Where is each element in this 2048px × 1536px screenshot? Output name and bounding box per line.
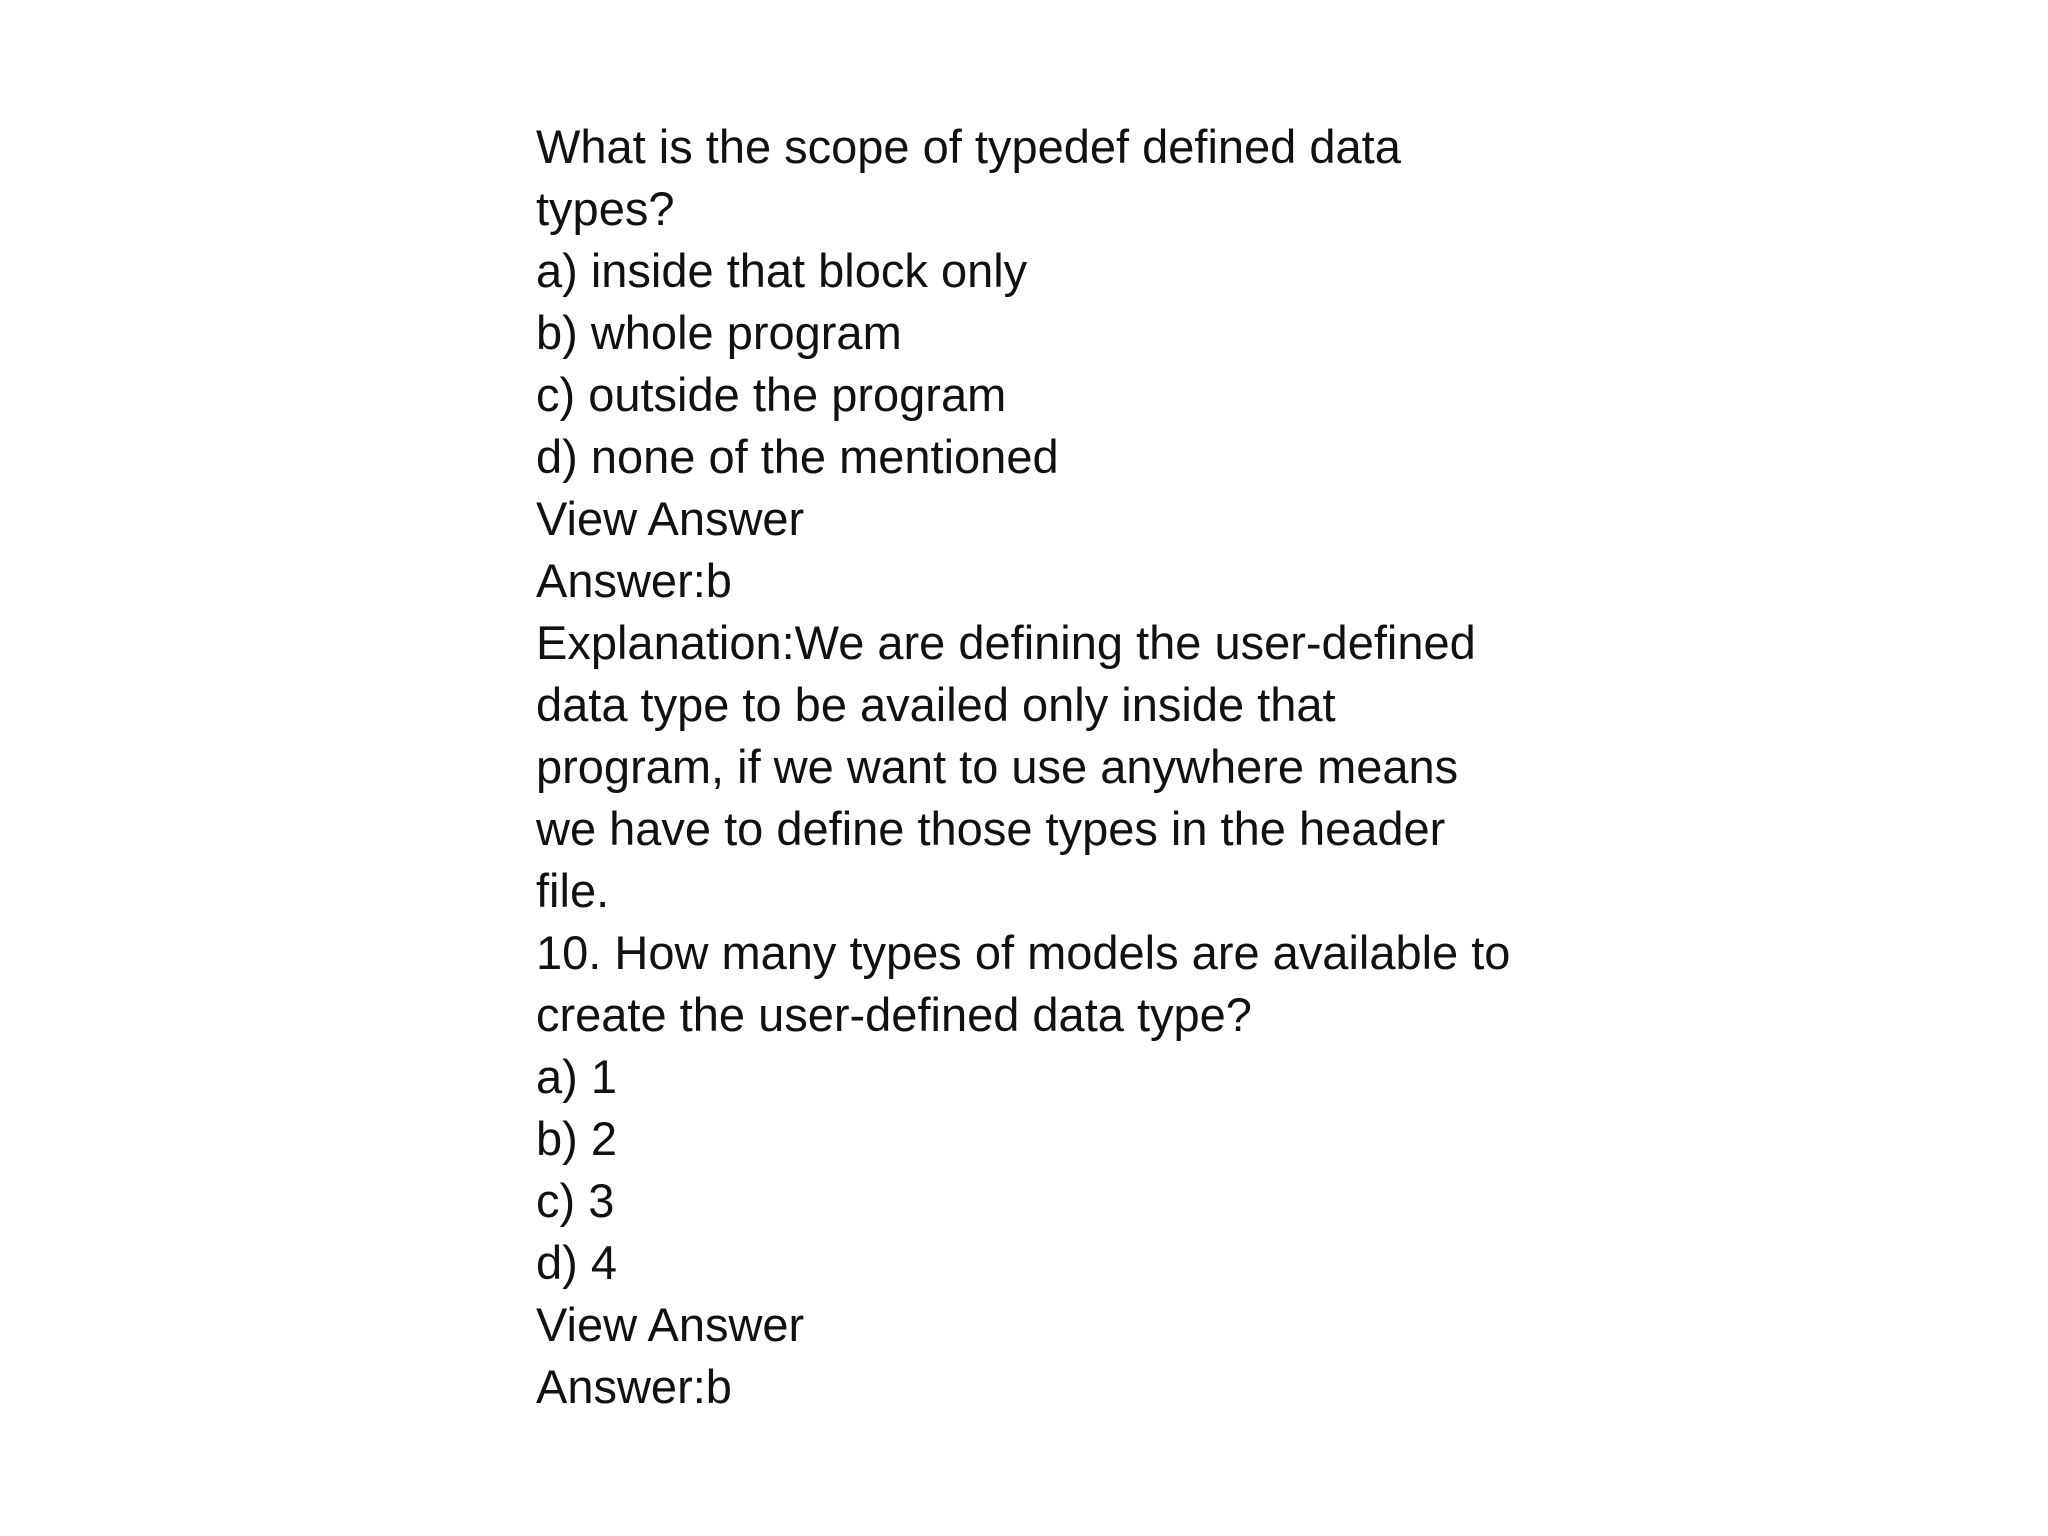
question-9-text: What is the scope of typedef defined data [536,120,1401,173]
q10-option-c: c) 3 [536,1174,615,1227]
question-10-text: 10. How many types of models are available to [536,926,1511,979]
q9-option-b: b) whole program [536,306,902,359]
q9-option-c: c) outside the program [536,368,1007,421]
q10-answer: Answer:b [536,1360,732,1413]
q9-option-d: d) none of the mentioned [536,430,1059,483]
q9-explanation-line-3: program, if we want to use anywhere means [536,740,1459,793]
q10-option-b: b) 2 [536,1112,617,1165]
q10-option-d: d) 4 [536,1236,617,1289]
slide-text-body [536,116,1536,1418]
question-9-text-cont: types? [536,182,675,235]
q9-view-answer-link[interactable]: View Answer [536,492,805,545]
q9-answer: Answer:b [536,554,732,607]
q10-view-answer-link[interactable]: View Answer [536,1298,805,1351]
q9-explanation-line-1: Explanation:We are defining the user-defined [536,616,1476,669]
q9-explanation-line-4: we have to define those types in the header [536,802,1446,855]
q9-explanation-line-5: file. [536,864,610,917]
q9-explanation-line-2: data type to be availed only inside that [536,678,1336,731]
q9-option-a: a) inside that block only [536,244,1028,297]
q10-option-a: a) 1 [536,1050,617,1103]
question-10-text-cont: create the user-defined data type? [536,988,1252,1041]
